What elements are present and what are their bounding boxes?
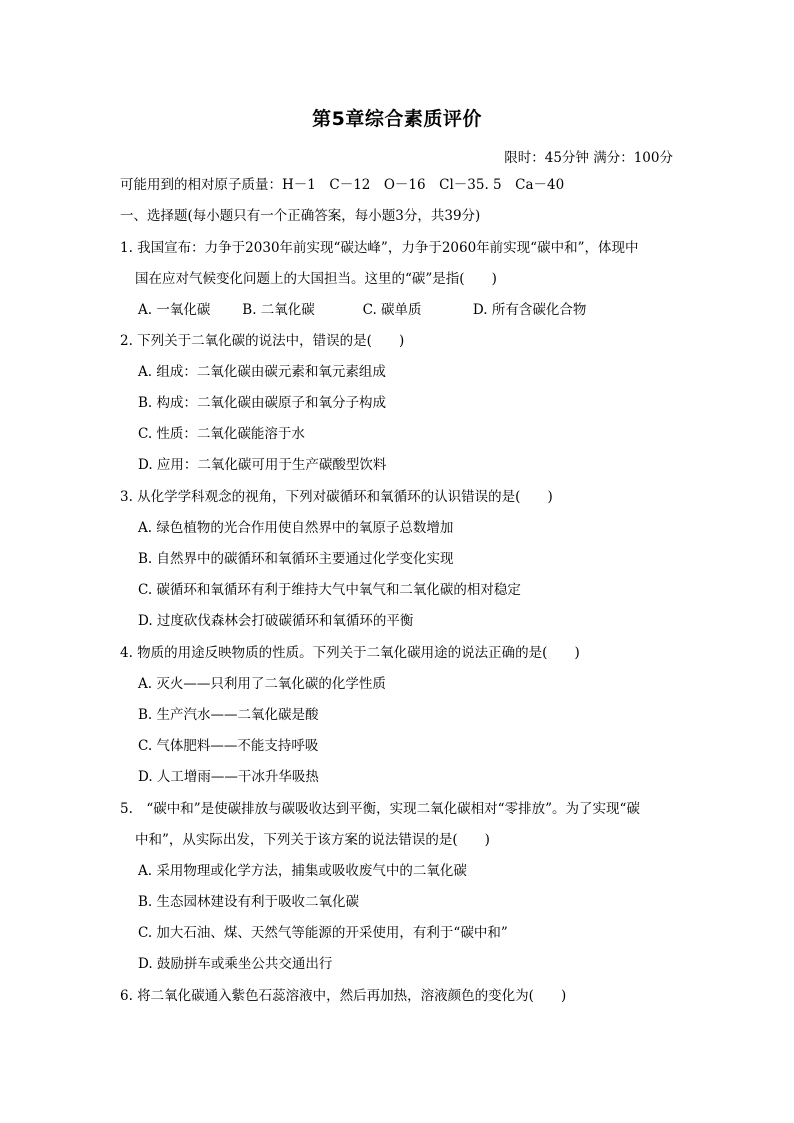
option-d: D. 鼓励拼车或乘坐公共交通出行 xyxy=(138,956,333,972)
option-b: B. 构成：二氧化碳由碳原子和氧分子构成 xyxy=(138,395,387,411)
question-3-stem: 3. 从化学学科观念的视角，下列对碳循环和氧循环的认识错误的是( ) xyxy=(120,489,553,505)
option-b: B. 生态园林建设有利于吸收二氧化碳 xyxy=(138,894,360,910)
question-5-stem: 5. “碳中和”是使碳排放与碳吸收达到平衡，实现二氧化碳相对“零排放”。为了实现“碳 xyxy=(120,801,640,817)
option-c: C. 碳单质 xyxy=(362,302,422,318)
question-1-stem-cont: 国在应对气候变化问题上的大国担当。这里的“碳”是指( ) xyxy=(135,271,497,287)
option-d: D. 过度砍伐森林会打破碳循环和氧循环的平衡 xyxy=(138,613,414,629)
option-c: C. 性质：二氧化碳能溶于水 xyxy=(138,426,305,442)
option-d: D. 所有含碳化合物 xyxy=(472,302,587,318)
option-c: C. 加大石油、煤、天然气等能源的开采使用，有利于“碳中和” xyxy=(138,925,508,941)
option-a: A. 绿色植物的光合作用使自然界中的氧原子总数增加 xyxy=(138,520,454,536)
question-2-stem: 2. 下列关于二氧化碳的说法中，错误的是( ) xyxy=(120,333,405,349)
option-a: A. 一氧化碳 xyxy=(138,302,211,318)
option-c: C. 气体肥料——不能支持呼吸 xyxy=(138,738,319,754)
option-a: A. 采用物理或化学方法，捕集或吸收废气中的二氧化碳 xyxy=(138,863,467,879)
atomic-mass-note: 可能用到的相对原子质量：H－1 C－12 O－16 Cl－35. 5 Ca－40 xyxy=(120,177,565,193)
option-d: D. 应用：二氧化碳可用于生产碳酸型饮料 xyxy=(138,457,387,473)
question-1-stem: 1. 我国宣布：力争于2030年前实现“碳达峰”，力争于2060年前实现“碳中和”，体现中 xyxy=(120,240,639,256)
question-6-stem: 6. 将二氧化碳通入紫色石蕊溶液中，然后再加热，溶液颜色的变化为( ) xyxy=(120,988,567,1004)
option-b: B. 二氧化碳 xyxy=(242,302,315,318)
question-5-stem-cont: 中和”，从实际出发，下列关于该方案的说法错误的是( ) xyxy=(135,832,490,848)
question-4-stem: 4. 物质的用途反映物质的性质。下列关于二氧化碳用途的说法正确的是( ) xyxy=(120,645,580,661)
question-1-options xyxy=(138,300,586,320)
option-b: B. 生产汽水——二氧化碳是酸 xyxy=(138,707,319,723)
time-score-limit: 限时：45分钟 满分：100分 xyxy=(504,150,673,166)
page-title: 第5章综合素质评价 xyxy=(312,108,482,130)
option-b: B. 自然界中的碳循环和氧循环主要通过化学变化实现 xyxy=(138,551,454,567)
option-a: A. 灭火——只利用了二氧化碳的化学性质 xyxy=(138,676,386,692)
option-d: D. 人工增雨——干冰升华吸热 xyxy=(138,769,319,785)
section-heading: 一、选择题(每小题只有一个正确答案，每小题3分，共39分) xyxy=(120,208,481,224)
option-a: A. 组成：二氧化碳由碳元素和氧元素组成 xyxy=(138,364,386,380)
option-c: C. 碳循环和氧循环有利于维持大气中氧气和二氧化碳的相对稳定 xyxy=(138,582,521,598)
